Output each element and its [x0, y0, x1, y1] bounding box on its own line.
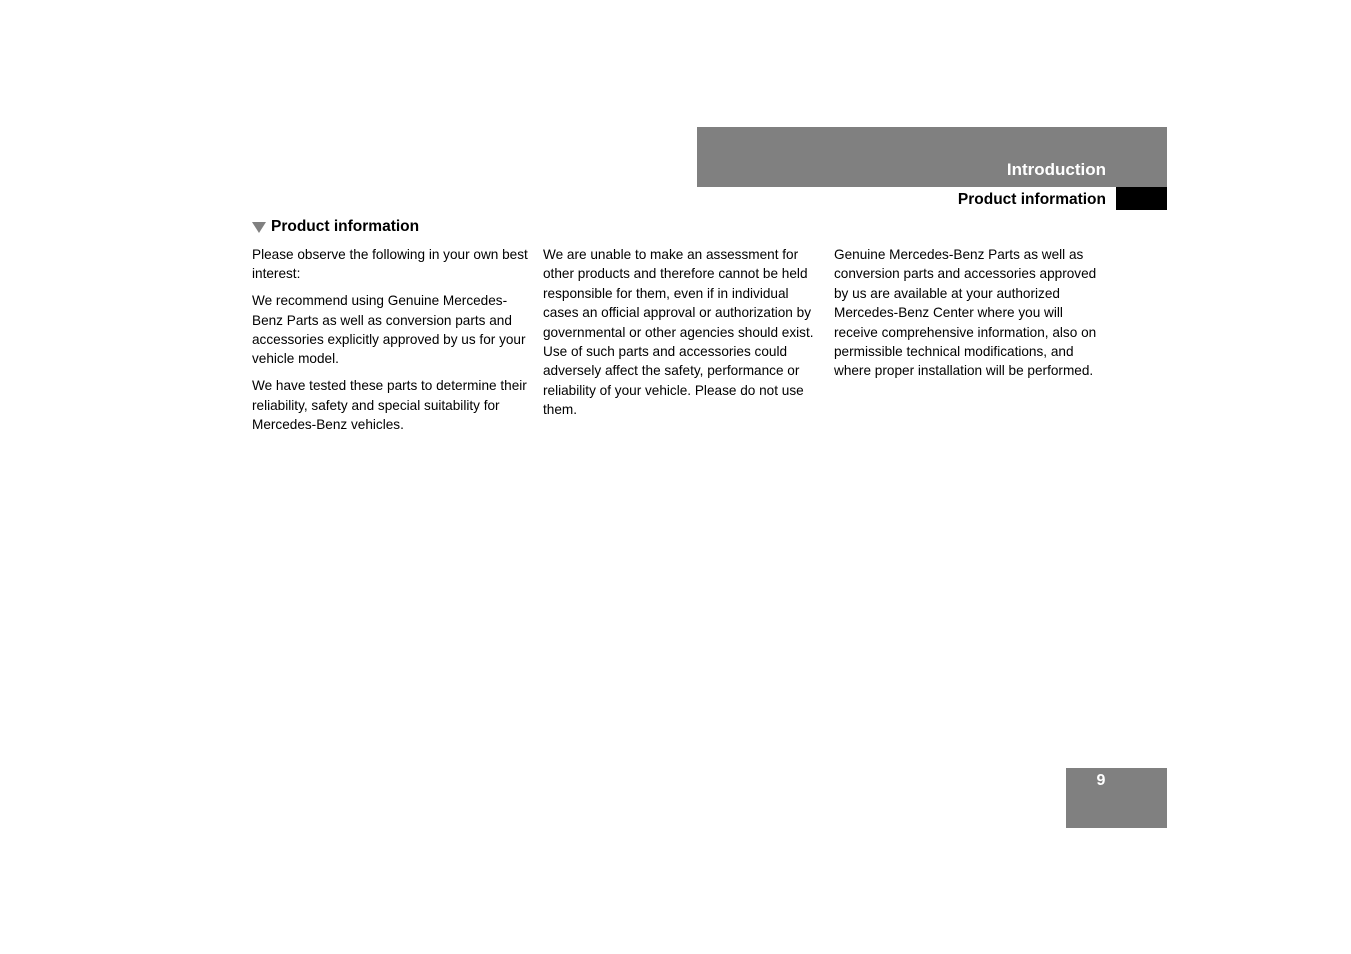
paragraph: Please observe the following in your own best interest:: [252, 247, 528, 282]
section-marker: [1116, 187, 1167, 210]
triangle-down-icon: [252, 222, 266, 233]
chapter-title: Introduction: [1006, 160, 1106, 179]
page-number: 9: [1096, 772, 1106, 789]
paragraph: We recommend using Genuine Mercedes-Benz Parts as well as conversion parts and accessories explicitly approved by us for your vehicle model.: [252, 293, 526, 367]
section-title: Product information: [957, 191, 1106, 208]
page-number-box: [1066, 768, 1167, 828]
text-column-1: [252, 245, 528, 442]
text-column-3: [834, 245, 1110, 388]
paragraph: We are unable to make an assessment for other products and therefore cannot be held responsible for them, even if in individual cases an official approval or authorization by governmental or other agencies should exist. Use of such parts and accessories could adversely affect the safety, performance or reliability of your vehicle. Please do not use them.: [543, 247, 814, 418]
paragraph: We have tested these parts to determine their reliability, safety and special suitability for Mercedes-Benz vehicles.: [252, 378, 527, 433]
chapter-header-band: [697, 127, 1167, 187]
paragraph: Genuine Mercedes-Benz Parts as well as conversion parts and accessories approved by us are available at your authorized Mercedes-Benz Center where you will receive comprehensive information, also on permissible technical modifications, and where proper installation will be performed.: [834, 247, 1097, 379]
text-column-2: [543, 245, 819, 427]
page-heading: [252, 218, 419, 236]
page-heading-text: Product information: [271, 218, 420, 235]
